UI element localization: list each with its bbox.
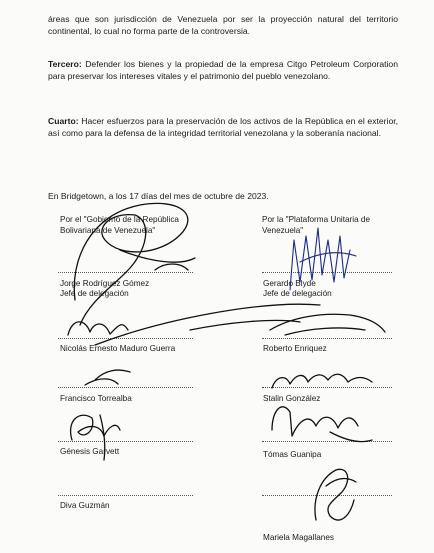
signatory-name-blyde: Gerardo Blyde [263, 279, 316, 288]
signatory-name-gonzalez: Stalin González [263, 394, 321, 403]
left-party-heading: Por el "Gobierno de la República Bolivariana de Venezuela" [60, 215, 179, 235]
place-date-line: En Bridgetown, a los 17 días del mes de octubre de 2023. [48, 191, 269, 201]
signatory-name-maduro-guerra: Nicolás Ernesto Maduro Guerra [60, 344, 176, 353]
signatory-name-torrealba: Francisco Torrealba [60, 394, 132, 403]
signature-blyde [290, 228, 350, 290]
signatory-name-guzman: Diva Guzmán [60, 501, 110, 510]
paragraph-tercero: Tercero: Defender los bienes y la propiedad de la empresa Citgo Petroleum Corporation para preservar los intereses vitales y el patrimonio del pueblo venezolano. [48, 59, 398, 81]
signature-garvett [71, 415, 120, 440]
right-party-heading: Por la "Plataforma Unitaria de Venezuela" [262, 215, 371, 235]
signature-guanipa [272, 407, 358, 436]
signatory-role-rodriguez: Jefe de delegación [60, 289, 129, 298]
signatory-name-garvett: Génesis Garvett [60, 447, 120, 456]
signature-maduro-guerra [68, 322, 128, 335]
paragraph-label-tercero: Tercero: [48, 59, 82, 69]
paragraph-continental-areas: áreas que son jurisdicción de Venezuela por ser la proyección natural del territorio continental, lo cual no forma parte de la controversia. [48, 14, 398, 36]
paragraph-label-cuarto: Cuarto: [48, 116, 79, 126]
signatory-name-enriquez: Roberto Enriquez [263, 344, 327, 353]
signatory-name-guanipa: Tómas Guanipa [263, 450, 322, 459]
signature-magallanes [315, 469, 354, 520]
signatory-role-blyde: Jefe de delegación [263, 289, 332, 298]
paragraph-cuarto: Cuarto: Hacer esfuerzos para la preservación de los activos de la República en el exterior, así como para la defensa de la integridad territorial venezolana y la soberanía nacional. [48, 116, 398, 138]
signature-gonzalez [272, 374, 372, 388]
signatory-name-rodriguez: Jorge Rodríguez Gómez [60, 279, 150, 288]
signature-enriquez [270, 314, 385, 332]
signatory-name-magallanes: Mariela Magallanes [263, 533, 334, 542]
